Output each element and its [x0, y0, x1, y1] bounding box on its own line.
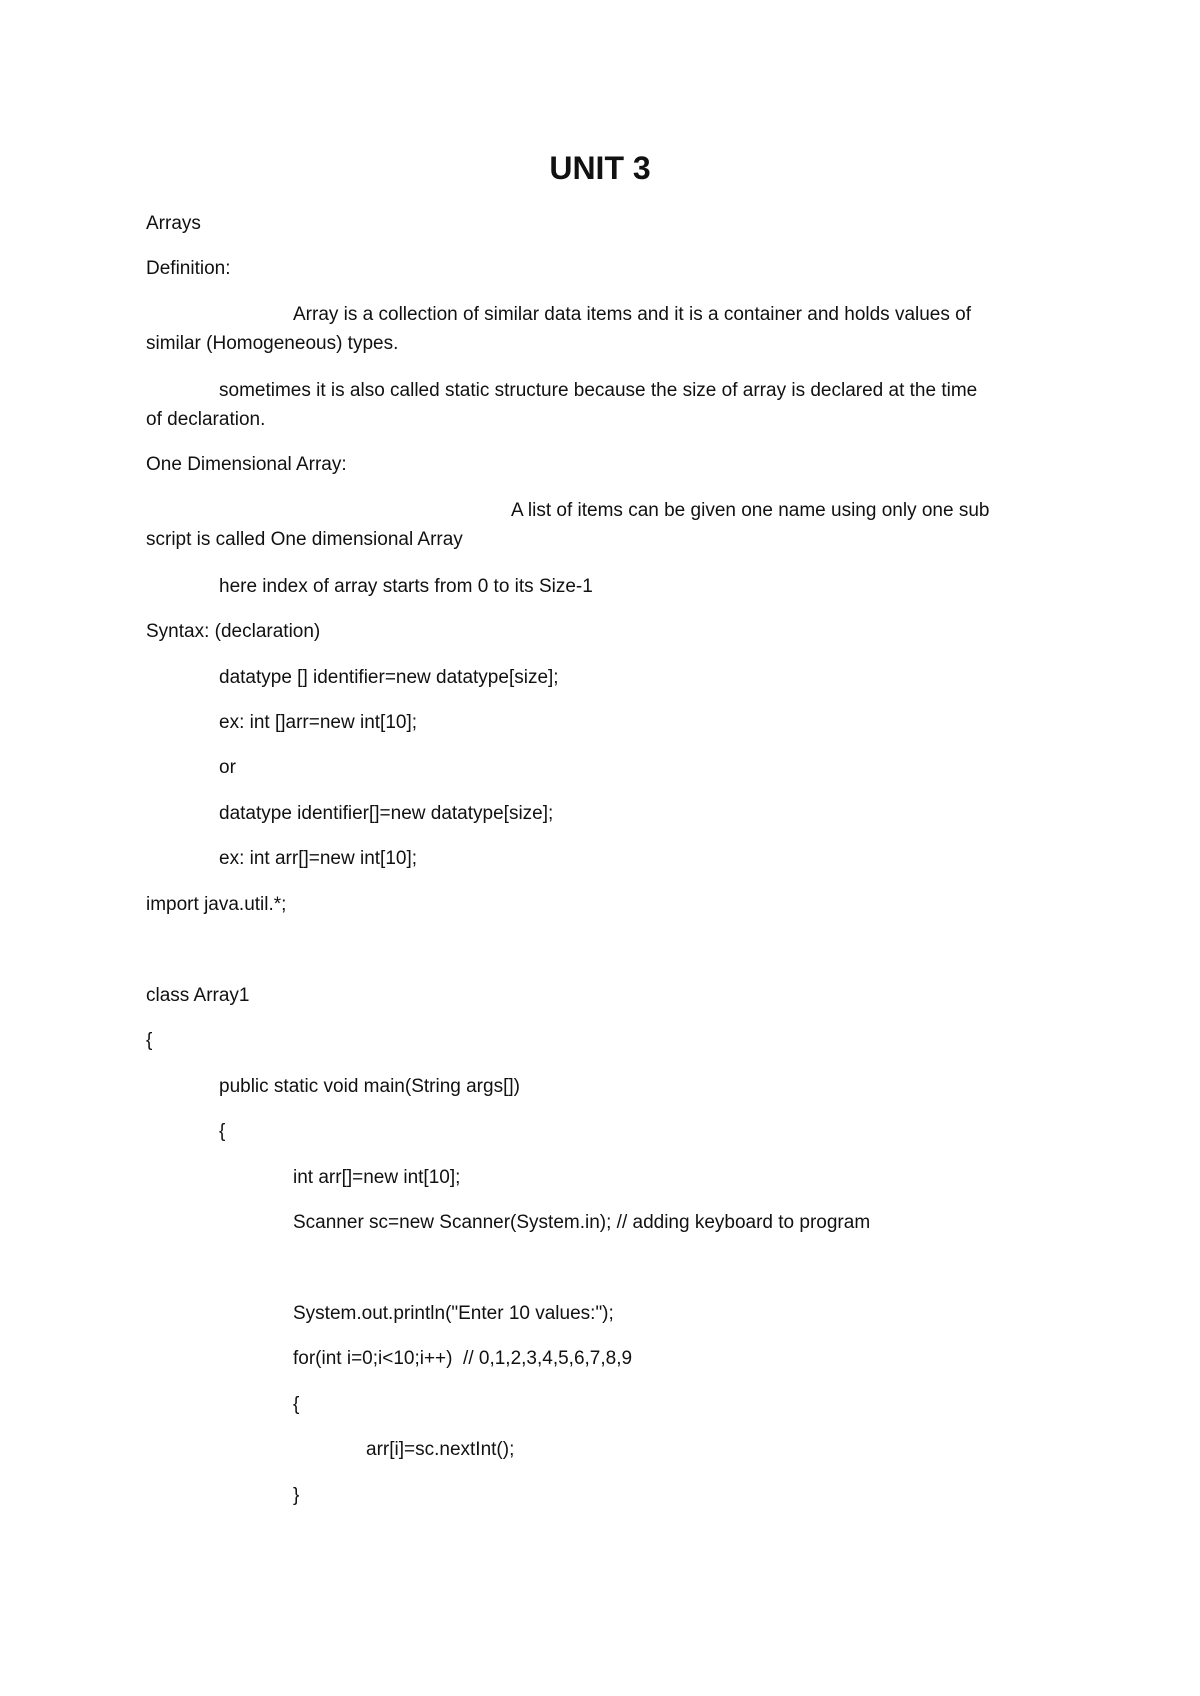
definition-line-2: similar (Homogeneous) types.	[146, 333, 399, 354]
code-main-open-brace: {	[219, 1121, 226, 1142]
syntax-example-2: ex: int arr[]=new int[10];	[219, 848, 418, 869]
code-for-open-brace: {	[293, 1394, 300, 1415]
syntax-form-1: datatype [] identifier=new datatype[size];	[219, 667, 559, 688]
code-class-open-brace: {	[146, 1030, 153, 1051]
heading-arrays: Arrays	[146, 213, 201, 234]
one-dim-line-2: script is called One dimensional Array	[146, 529, 463, 550]
code-for-close-brace: }	[293, 1485, 300, 1506]
syntax-or: or	[219, 757, 236, 778]
label-definition: Definition:	[146, 258, 231, 279]
static-line-2: of declaration.	[146, 409, 266, 430]
code-for-loop: for(int i=0;i<10;i++) // 0,1,2,3,4,5,6,7,8,9	[293, 1348, 633, 1369]
code-import: import java.util.*;	[146, 894, 287, 915]
code-println: System.out.println("Enter 10 values:");	[293, 1303, 614, 1324]
code-main-declaration: public static void main(String args[])	[219, 1076, 520, 1097]
definition-line-1: Array is a collection of similar data items and it is a container and holds values of	[293, 304, 971, 325]
syntax-form-2: datatype identifier[]=new datatype[size];	[219, 803, 554, 824]
code-array-declaration: int arr[]=new int[10];	[293, 1167, 461, 1188]
label-one-dimensional: One Dimensional Array:	[146, 454, 347, 475]
code-class-declaration: class Array1	[146, 985, 250, 1006]
one-dim-line-1: A list of items can be given one name using only one sub	[511, 500, 990, 521]
code-scanner-declaration: Scanner sc=new Scanner(System.in); // adding keyboard to program	[293, 1212, 871, 1233]
page-title: UNIT 3	[549, 150, 651, 186]
static-line-1: sometimes it is also called static structure because the size of array is declared at the time	[219, 380, 978, 401]
syntax-example-1: ex: int []arr=new int[10];	[219, 712, 418, 733]
label-syntax: Syntax: (declaration)	[146, 621, 321, 642]
code-read-value: arr[i]=sc.nextInt();	[366, 1439, 515, 1460]
index-note: here index of array starts from 0 to its Size-1	[219, 576, 593, 597]
